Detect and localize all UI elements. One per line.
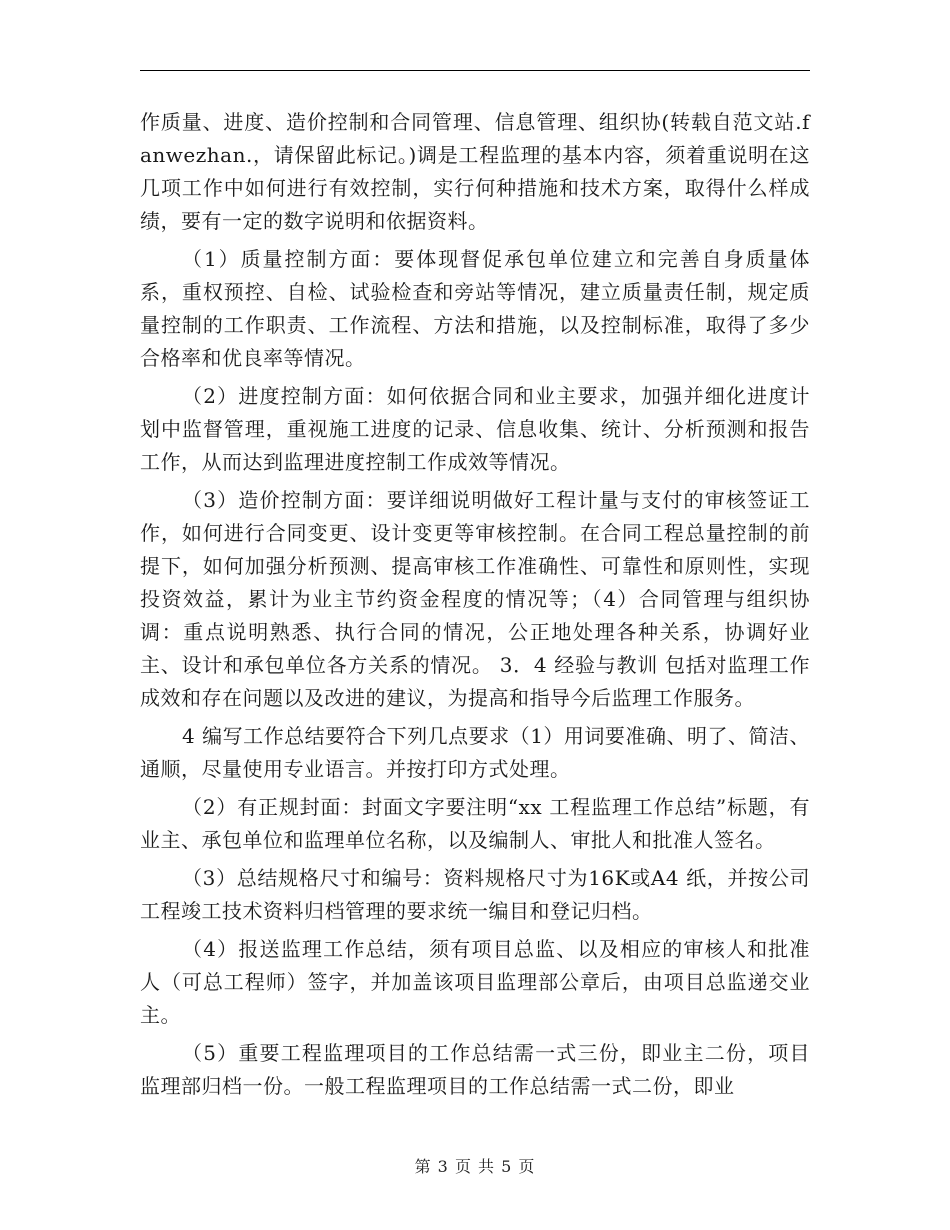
- paragraph-size-numbering: （3）总结规格尺寸和编号：资料规格尺寸为16K或A4 纸，并按公司工程竣工技术资料归档管理的要求统一编目和登记归档。: [140, 866, 810, 923]
- paragraph-summary-requirements: 4 编写工作总结要符合下列几点要求（1）用词要准确、明了、简洁、通顺，尽量使用专业语言。并按打印方式处理。: [140, 724, 810, 781]
- header-rule: [140, 70, 810, 71]
- paragraph-submission: （4）报送监理工作总结，须有项目总监、以及相应的审核人和批准人（可总工程师）签字，并加盖该项目监理部公章后，由项目总监递交业主。: [140, 937, 810, 1027]
- paragraph-cost-control: （3）造价控制方面：要详细说明做好工程计量与支付的审核签证工作，如何进行合同变更、设计变更等审核控制。在合同工程总量控制的前提下，如何加强分析预测、提高审核工作准确性、可靠性和原则性，实现投资效益，累计为业主节约资金程度的情况等；（4）合同管理与组织协调：重点说明熟悉、执行合同的情况，公正地处理各种关系，协调好业主、设计和承包单位各方关系的情况。 3．4 经验与教训 包括对监理工作成效和存在问题以及改进的建议，为提高和指导今后监理工作服务。: [140, 488, 810, 710]
- paragraph-copies: （5）重要工程监理项目的工作总结需一式三份，即业主二份，项目监理部归档一份。一般工程监理项目的工作总结需一式二份，即业: [140, 1041, 810, 1098]
- document-body: [140, 106, 810, 1108]
- paragraph-intro: 作质量、进度、造价控制和合同管理、信息管理、组织协(转载自范文站.fanwezhan.，请保留此标记。)调是工程监理的基本内容，须着重说明在这几项工作中如何进行有效控制，实行何种措施和技术方案，取得什么样成绩，要有一定的数字说明和依据资料。: [140, 110, 810, 233]
- paragraph-cover-requirements: （2）有正规封面：封面文字要注明“xx 工程监理工作总结”标题，有业主、承包单位和监理单位名称，以及编制人、审批人和批准人签名。: [140, 795, 810, 852]
- paragraph-progress-control: （2）进度控制方面：如何依据合同和业主要求，加强并细化进度计划中监督管理，重视施工进度的记录、信息收集、统计、分析预测和报告工作，从而达到监理进度控制工作成效等情况。: [140, 384, 810, 474]
- paragraph-quality-control: （1）质量控制方面：要体现督促承包单位建立和完善自身质量体系，重权预控、自检、试验检查和旁站等情况，建立质量责任制，规定质量控制的工作职责、工作流程、方法和措施，以及控制标准，取得了多少合格率和优良率等情况。: [140, 247, 810, 370]
- page-number-footer: 第 3 页 共 5 页: [414, 1157, 536, 1176]
